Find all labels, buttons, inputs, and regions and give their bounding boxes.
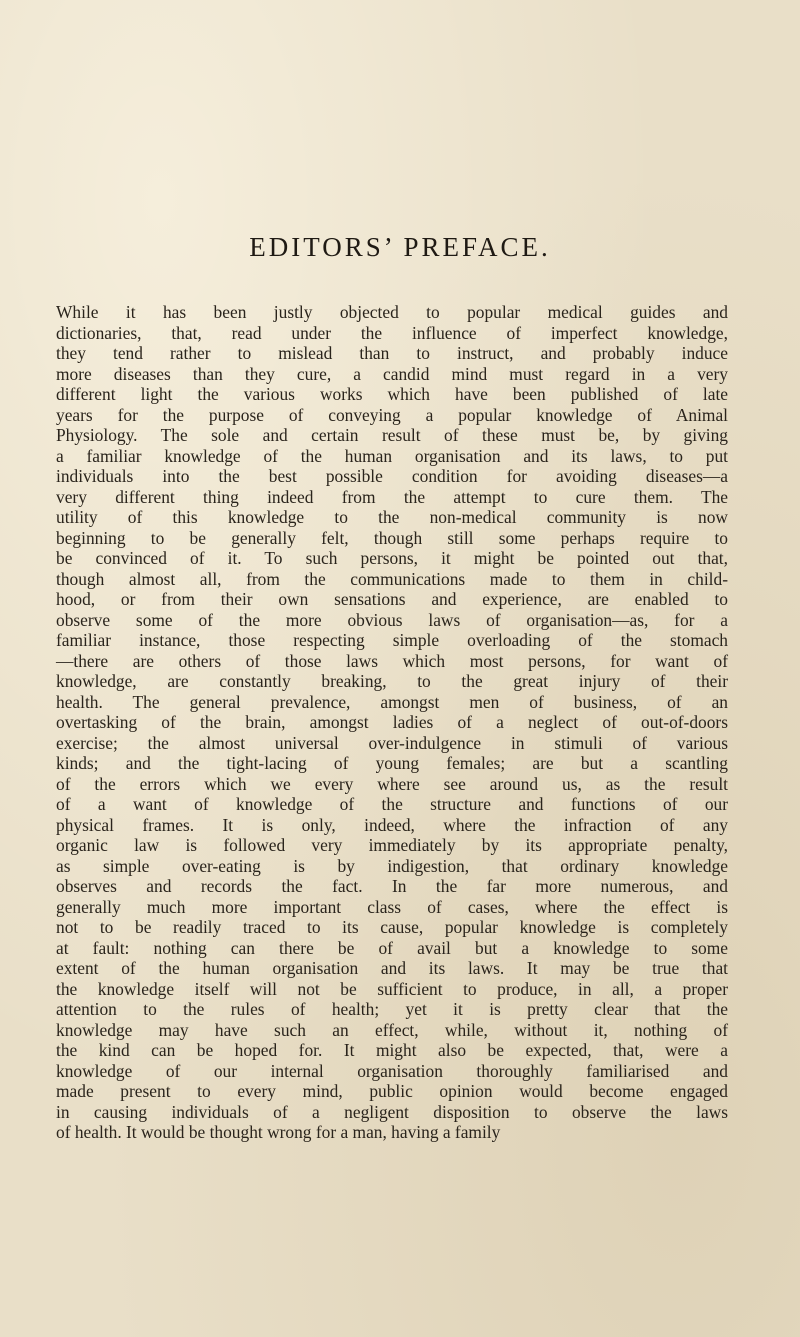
text-line: more diseases than they cure, a candid mind must regard in a very — [56, 363, 728, 384]
text-line: the knowledge itself will not be sufficient to produce, in all, a proper — [56, 978, 728, 999]
text-line: hood, or from their own sensations and experience, are enabled to — [56, 589, 728, 609]
text-line: made present to every mind, public opinion would become engaged — [56, 1081, 728, 1101]
text-line: knowledge, are constantly breaking, to the great injury of their — [56, 671, 728, 691]
text-line: generally much more important class of cases, where the effect is — [56, 896, 728, 917]
text-line: utility of this knowledge to the non-medical community is now — [56, 507, 728, 527]
text-line: of the errors which we every where see around us, as the result — [56, 773, 728, 794]
text-line: knowledge of our internal organisation thoroughly familiarised and — [56, 1060, 728, 1081]
text-line: not to be readily traced to its cause, popular knowledge is completely — [56, 917, 728, 937]
text-line: kinds; and the tight-lacing of young females; are but a scantling — [56, 753, 728, 773]
text-line: at fault: nothing can there be of avail but a knowledge to some — [56, 937, 728, 958]
page-title: EDITORS’ PREFACE. — [249, 232, 551, 262]
text-line: familiar instance, those respecting simple overloading of the stomach — [56, 630, 728, 650]
text-line: different light the various works which have been published of late — [56, 384, 728, 404]
text-line: extent of the human organisation and its laws. It may be true that — [56, 958, 728, 978]
text-line: beginning to be generally felt, though still some perhaps require to — [56, 527, 728, 548]
text-line: individuals into the best possible condition for avoiding diseases—a — [56, 466, 728, 486]
text-line: exercise; the almost universal over-indulgence in stimuli of various — [56, 732, 728, 753]
text-line: health. The general prevalence, amongst men of business, of an — [56, 691, 728, 712]
text-line: —there are others of those laws which most persons, for want of — [56, 650, 728, 671]
text-line: knowledge may have such an effect, while, without it, nothing of — [56, 1019, 728, 1040]
text-line: be convinced of it. To such persons, it might be pointed out that, — [56, 548, 728, 568]
text-line: organic law is followed very immediately by its appropriate penalty, — [56, 835, 728, 855]
text-line: very different thing indeed from the attempt to cure them. The — [56, 486, 728, 507]
text-line: Physiology. The sole and certain result of these must be, by giving — [56, 425, 728, 445]
text-line: observes and records the fact. In the far more numerous, and — [56, 876, 728, 896]
text-line: in causing individuals of a negligent disposition to observe the laws — [56, 1101, 728, 1122]
text-line: dictionaries, that, read under the influence of imperfect knowledge, — [56, 322, 728, 343]
text-line: physical frames. It is only, indeed, where the infraction of any — [56, 814, 728, 835]
text-line: While it has been justly objected to popular medical guides and — [56, 302, 728, 322]
text-line: the kind can be hoped for. It might also be expected, that, were a — [56, 1040, 728, 1060]
text-line: observe some of the more obvious laws of organisation—as, for a — [56, 609, 728, 630]
text-line: as simple over-eating is by indigestion, that ordinary knowledge — [56, 855, 728, 876]
text-line: of health. It would be thought wrong for a man, having a family — [56, 1122, 501, 1142]
text-line: years for the purpose of conveying a popular knowledge of Animal — [56, 404, 728, 425]
text-line: they tend rather to mislead than to instruct, and probably induce — [56, 343, 728, 363]
text-line: a familiar knowledge of the human organisation and its laws, to put — [56, 445, 728, 466]
text-line: overtasking of the brain, amongst ladies of a neglect of out-of-doors — [56, 712, 728, 732]
text-line: attention to the rules of health; yet it is pretty clear that the — [56, 999, 728, 1019]
text-line: though almost all, from the communications made to them in child- — [56, 568, 728, 589]
preface-text — [56, 302, 728, 1143]
text-line: of a want of knowledge of the structure and functions of our — [56, 794, 728, 814]
